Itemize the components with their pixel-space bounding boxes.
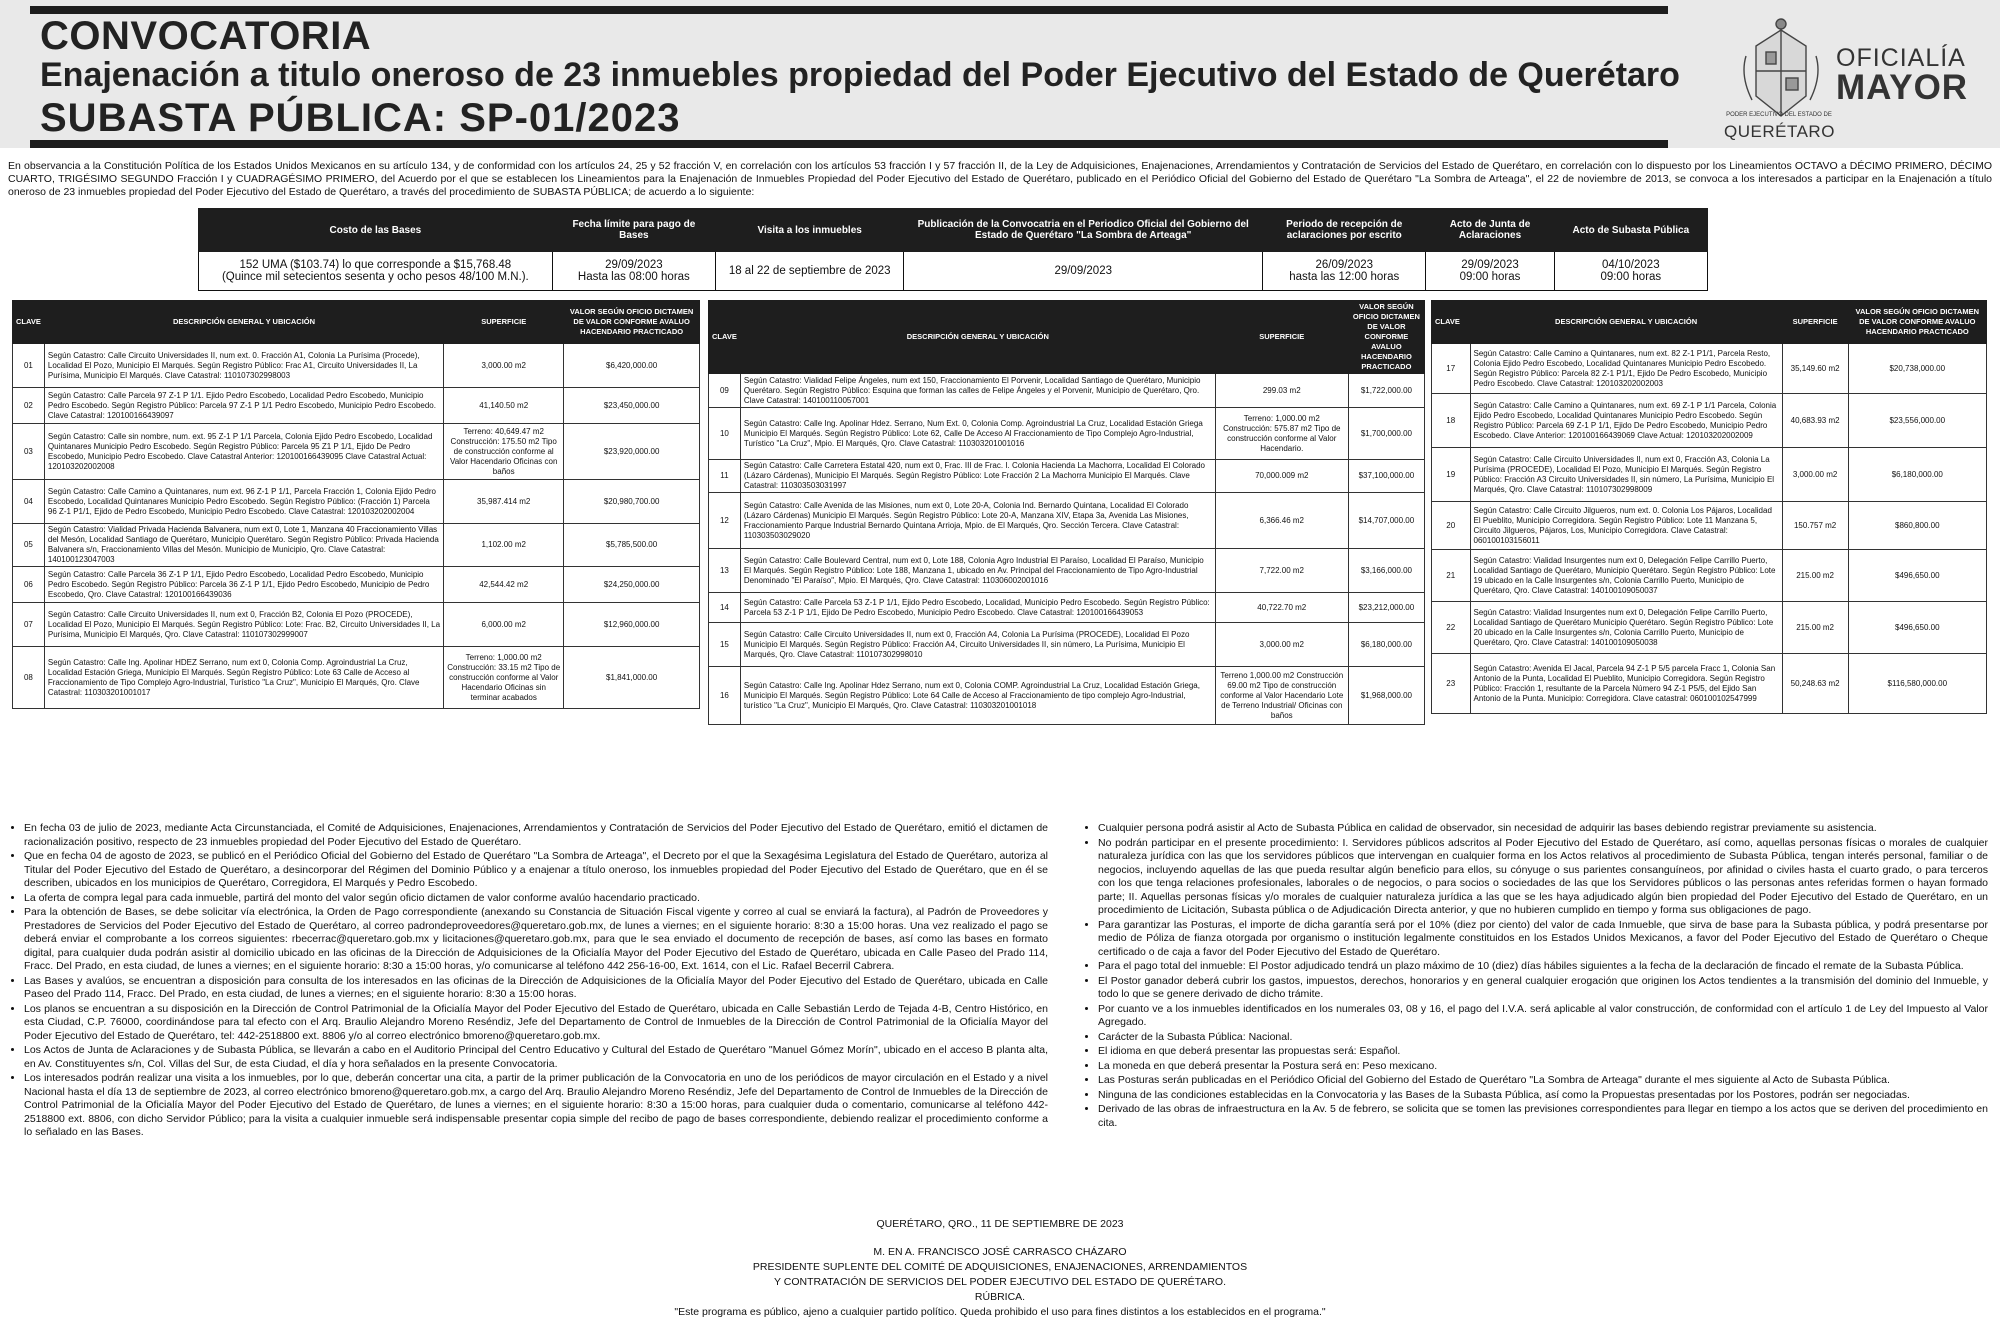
condition-item: • Los planos se encuentran a su disposición en la Dirección de Control Patrimonial de la Oficialía Mayor del Poder Ejecutivo del Estado de Querétaro, ubicada en Calle Sebastián Lerdo de Tejada 4-B, Centro Histórico, en esta Ciudad, C.P. 76000, coordinándose para tal efecto con el Arq. Braulio Alejandro Moreno Reséndiz, Jefe del Departamento de Control de Inmuebles de la Dirección de Control Patrimonial de la Oficialía Mayor del Poder Ejecutivo del Estado de Querétaro, tel: 442-2518800 ext. 8806 y/o al correo electrónico bmoreno@queretaro.gob.mx. [24, 1003, 1048, 1044]
property-row [709, 460, 1425, 493]
calendar-header: Periodo de recepción de aclaraciones por escrito [1263, 209, 1426, 252]
condition-item: • Para la obtención de Bases, se debe solicitar vía electrónica, la Orden de Pago correspondiente (anexando su Constancia de Situación Fiscal vigente y correo al cual se enviará la factura), al Padrón de Proveedores y Prestadores de Servicios del Poder Ejecutivo del Estado de Querétaro, al correo padrondeproveedores@queretaro.gob.mx, de lunes a viernes; en el siguiente horario: 8:30 a 15:00 horas. Una vez realizado el pago se deberá enviar el comprobante a los correos siguientes: rbecerrac@queretaro.gob.mx y licitaciones@queretaro.gob.mx, para que le sea enviado el documento de recepción de bases, así como las bases en formato digital, para cualquier duda podrán asistir al domicilio ubicado en las oficinas de la Dirección de Adquisiciones de la Oficialía Mayor del Poder Ejecutivo del Estado de Querétaro, ubicada en Calle Paseo del Prado 114, Fracc. Del Prado, en esta ciudad, de lunes a viernes; en el siguiente horario: 8:30 a 15:00 horas, y/o comunicarse al teléfono 442 256-16-00, Ext. 1614, con el Lic. Rafael Becerril Cabrera. [24, 906, 1048, 974]
property-row [13, 388, 700, 424]
property-row [1432, 394, 1987, 448]
pay-deadline-cell [552, 252, 715, 291]
property-table-body [1432, 344, 1987, 714]
visit-cell: 18 al 22 de septiembre de 2023 [716, 252, 904, 291]
column-header-valor: VALOR SEGÚN OFICIO DICTAMEN DE VALOR CONFORME AVALUO HACENDARIO PRACTICADO [564, 301, 700, 344]
property-clave: 11 [709, 460, 741, 493]
property-value: $1,968,000.00 [1348, 667, 1424, 725]
calendar-header: Fecha límite para pago de Bases [552, 209, 715, 252]
property-area: 1,102.00 m2 [444, 524, 564, 567]
auction-id: SUBASTA PÚBLICA: SP-01/2023 [40, 96, 681, 140]
property-value: $860,800.00 [1848, 502, 1986, 550]
condition-item: • Carácter de la Subasta Pública: Nacional. [1098, 1031, 1988, 1045]
property-row [709, 593, 1425, 623]
property-description: Según Catastro: Calle Carretera Estatal 420, num ext 0, Frac. III de Frac. I. Colonia Hacienda La Machorra, Localidad El Colorado (Lázaro Cárdenas), Municipio El Marqués. Según Registro Público: Lote Fracción 2 La Machorra Municipio El Marqués. Clave Catastral: 110303503031997 [740, 460, 1215, 493]
conditions-left-list [10, 822, 1048, 1140]
property-value: $1,841,000.00 [564, 647, 700, 709]
property-clave: 10 [709, 408, 741, 460]
doc-subtitle: Enajenación a titulo oneroso de 23 inmuebles propiedad del Poder Ejecutivo del Estado de Querétaro [40, 56, 1680, 94]
column-header-sup: SUPERFICIE [444, 301, 564, 344]
condition-item: • En fecha 03 de julio de 2023, mediante Acta Circunstanciada, el Comité de Adquisiciones, Enajenaciones, Arrendamientos y Contratación de Servicios del Poder Ejecutivo del Estado de Querétaro, emitió el dictamen de racionalización positivo, respecto de 23 inmuebles propiedad del Poder Ejecutivo del Estado de Querétaro. [24, 822, 1048, 849]
property-description: Según Catastro: Calle Avenida de las Misiones, num ext 0, Lote 20-A, Colonia Ind. Bernardo Quintana, Localidad El Colorado (Lázaro Cárdenas) Municipio El Marqués. Según Registro Público: Lote 20-A, Manzana XIV, Etapa 3a, Avenida Las Misiones, Fraccionamiento Parque Industrial Bernardo Quintana Arrioja, Mpio. de El Marqués, Qro. Sección Tercera. Clave Catastral: 110303503029020 [740, 493, 1215, 549]
pay-date: 29/09/2023 [605, 259, 663, 271]
property-area: 41,140.50 m2 [444, 388, 564, 424]
calendar-header: Costo de las Bases [199, 209, 553, 252]
property-area: Terreno: 40,649.47 m2 Construcción: 175.50 m2 Tipo de construcción conforme al Valor Hacendario Oficinas con baños [444, 424, 564, 480]
column-header-valor: VALOR SEGÚN OFICIO DICTAMEN DE VALOR CONFORME AVALUO HACENDARIO PRACTICADO [1348, 301, 1424, 374]
condition-item: • Las Posturas serán publicadas en el Periódico Oficial del Gobierno del Estado de Querétaro "La Sombra de Arteaga" durante el mes siguiente al Acto de Subasta Pública. [1098, 1074, 1988, 1088]
property-area: 215.00 m2 [1782, 550, 1848, 602]
property-description: Según Catastro: Calle Circuito Jilgueros, num ext. 0. Colonia Los Pájaros, Localidad El Pueblito, Municipio Corregidora. Según Registro Público: Lote 11 Manzana 5, Circuito Jilgueros, Pájaros, Los, Municipio Corregidora. Clave Catastral: 060100103156011 [1470, 502, 1782, 550]
calendar-header: Publicación de la Convocatria en el Periodico Oficial del Gobierno del Estado de Querétaro "La Sombra de Arteaga" [904, 209, 1263, 252]
header-top-rule [30, 6, 1668, 14]
property-value: $3,166,000.00 [1348, 549, 1424, 593]
property-table-1 [12, 300, 700, 709]
org-name-line2: MAYOR [1836, 68, 1969, 107]
org-name-line1: OFICIALÍA [1836, 44, 1966, 72]
property-area: 50,248.63 m2 [1782, 654, 1848, 714]
property-value: $14,707,000.00 [1348, 493, 1424, 549]
condition-item: • Para el pago total del inmueble: El Postor adjudicado tendrá un plazo máximo de 10 (diez) días hábiles siguientes a la fecha de la declaración de fincado el remate de la Subasta Pública. [1098, 960, 1988, 974]
property-row [1432, 448, 1987, 502]
property-value: $24,250,000.00 [564, 567, 700, 603]
property-clave: 21 [1432, 550, 1471, 602]
property-value: $496,650.00 [1848, 602, 1986, 654]
column-header-clave: CLAVE [709, 301, 741, 374]
property-area: 70,000.009 m2 [1215, 460, 1348, 493]
property-table-head [1432, 301, 1987, 344]
property-clave: 07 [13, 603, 45, 647]
signer-role-line1: PRESIDENTE SUPLENTE DEL COMITÉ DE ADQUISICIONES, ENAJENACIONES, ARRENDAMIENTOS [752, 1261, 1248, 1273]
calendar-header: Visita a los inmuebles [716, 209, 904, 252]
column-header-desc: DESCRIPCIÓN GENERAL Y UBICACIÓN [44, 301, 443, 344]
property-clave: 18 [1432, 394, 1471, 448]
property-row [1432, 344, 1987, 394]
property-description: Según Catastro: Calle Parcela 53 Z-1 P 1/1, Ejido Pedro Escobedo, Localidad, Municipio Pedro Escobedo. Según Registro Público: Parcela 53 Z-1 P 1/1, Ejido De Pedro Escobedo, Municipio Pedro Escobedo. Clave Catastral: 120100166439053 [740, 593, 1215, 623]
property-clave: 02 [13, 388, 45, 424]
property-value: $6,180,000.00 [1848, 448, 1986, 502]
property-value: $23,212,000.00 [1348, 593, 1424, 623]
property-description: Según Catastro: Calle Ing. Apolinar HDEZ Serrano, num ext 0, Colonia Comp. Agroindustrial La Cruz, Localidad Estación Griega, Municipio El Marqués. Según Registro Público: Lote 63 Calle de Acceso al Fraccionamiento de Tipo Complejo Agro-Industrial, Turístico "La Cruz", Municipio El Marqués, Qro. Clave Catastral: 110303201001017 [44, 647, 443, 709]
property-description: Según Catastro: Calle Camino a Quintanares, num ext. 96 Z-1 P 1/1, Parcela Fracción 1, Colonia Ejido Pedro Escobedo, Localidad Quintanares Municipio Pedro Escobedo. Según Registro Público: (Fracción 1) Parcela 96 Z-1 P1/1, Ejido de Pedro Escobedo, Municipio Pedro Escobedo. Clave Catastral: 120103202002004 [44, 480, 443, 524]
property-area: Terreno: 1,000.00 m2 Construcción: 33.15 m2 Tipo de construcción conforme al Valor Hacendario Oficinas sin terminar acabados [444, 647, 564, 709]
cost-cell [199, 252, 553, 291]
legal-legend: "Este programa es público, ajeno a cualquier partido político. Queda prohibido el uso para fines distintos a los establecidos en el programa." [674, 1306, 1326, 1318]
property-area: 35,149.60 m2 [1782, 344, 1848, 394]
condition-item: • La moneda en que deberá presentar la Postura será en: Peso mexicano. [1098, 1060, 1988, 1074]
property-value: $20,738,000.00 [1848, 344, 1986, 394]
property-row [13, 344, 700, 388]
condition-item: • Cualquier persona podrá asistir al Acto de Subasta Pública en calidad de observador, sin necesidad de adquirir las bases debiendo registrar previamente su asistencia. [1098, 822, 1988, 836]
property-value: $5,785,500.00 [564, 524, 700, 567]
doc-title: CONVOCATORIA [40, 14, 372, 58]
property-clave: 09 [709, 374, 741, 408]
property-row [709, 493, 1425, 549]
signer-role-line2: Y CONTRATACIÓN DE SERVICIOS DEL PODER EJECUTIVO DEL ESTADO DE QUERÉTARO. [774, 1276, 1226, 1288]
property-description: Según Catastro: Vialidad Felipe Ángeles, num ext 150, Fraccionamiento El Porvenir, Localidad Santiago de Querétaro, Municipio Querétaro. Según Registro Público: Esquina que forman las calles de Felipe Ángeles y el Porvenir, Municipio de Querétaro, Qro. Clave Catastral: 140100110057001 [740, 374, 1215, 408]
property-row [709, 374, 1425, 408]
property-value: $20,980,700.00 [564, 480, 700, 524]
junta-time: 09:00 horas [1459, 271, 1521, 283]
property-row [13, 424, 700, 480]
condition-item: • No podrán participar en el presente procedimiento: I. Servidores públicos adscritos al Poder Ejecutivo del Estado de Querétaro, así como, aquellas personas físicas o morales de cualquier naturaleza jurídica con las que los servidores públicos que intervengan en cualquier forma en los Actos relativos al procedimiento de Subasta Pública, tengan interés personal, familiar o de negocios, incluyendo aquellas de las que pueda resultar algún beneficio para ellos, su cónyuge o sus parientes consanguíneos, por afinidad o civiles hasta el cuarto grado, o para terceros con los que tenga relaciones profesionales, laborales o de negocios, o para socios o sociedades de las que los Servidores públicos o las personas antes referidas formen o hayan formado parte; II. Aquellas personas físicas y/o morales de cualquier naturaleza jurídica a las que se les haya adjudicado algún bien propiedad del Poder Ejecutivo del Estado de Querétaro, en un procedimiento de Licitación, Subasta pública o de Adjudicación Directa anterior, y que no hubieren cumplido en tiempo y forma sus obligaciones de pago. [1098, 837, 1988, 918]
junta-date: 29/09/2023 [1461, 259, 1519, 271]
property-description: Según Catastro: Calle Camino a Quintanares, num ext. 69 Z-1 P 1/1 Parcela, Colonia Ejido Pedro Escobedo, Localidad Quintanares Municipio Pedro Escobedo. Según Registro Público: Parcela 69 Z-1 P 1/1, Ejido De Pedro Escobedo, Municipio Pedro Escobedo. Clave Anterior: 120100166439069 Clave Actual: 120103202002009 [1470, 394, 1782, 448]
header-banner [0, 0, 2000, 148]
property-clave: 05 [13, 524, 45, 567]
property-area: 35,987.414 m2 [444, 480, 564, 524]
calendar-header: Acto de Subasta Pública [1554, 209, 1707, 252]
property-row [709, 623, 1425, 667]
subasta-time: 09:00 horas [1600, 271, 1662, 283]
property-value: $496,650.00 [1848, 550, 1986, 602]
property-description: Según Catastro: Vialidad Insurgentes num ext 0, Delegación Felipe Carrillo Puerto, Localidad Santiago de Querétaro, Municipio Querétaro. Según Registro Público: Lote 19 ubicado en la Calle Insurgentes s/n, Colonia Carrillo Puerto, Municipio de Querétaro, Qro. Clave Catastral: 140100109050037 [1470, 550, 1782, 602]
property-description: Según Catastro: Calle Circuito Universidades II, num ext 0, Fracción A3, Colonia La Purísima (PROCEDE), Localidad El Pozo, Municipio El Marqués. Según Registro Público: Fracción A3 Circuito Universidades II, sin número, La Purísima, Municipio El Marqués, Qro. Clave Catastral: 110107302998009 [1470, 448, 1782, 502]
intro-paragraph: En observancia a la Constitución Política de los Estados Unidos Mexicanos en su artículo 134, y de conformidad con los artículos 24, 25 y 52 fracción V, en correlación con los artículos 53 fracción I y 57 fracción II, de la Ley de Adquisiciones, Enajenaciones, Arrendamientos y Contratación de Servicios del Estado de Querétaro, en correlación con lo dispuesto por los Lineamientos OCTAVO a DÉCIMO PRIMERO, DÉCIMO CUARTO, TRIGÉSIMO SEGUNDO Fracción I y CUADRAGÉSIMO PRIMERO, del Acuerdo por el que se establecen los Lineamientos para la Enajenación de Inmuebles Propiedad del Poder Ejecutivo del Estado de Querétaro, publicado en el Periódico Oficial del Gobierno del Estado de Querétaro "La Sombra de Arteaga", el 22 de noviembre de 2013, se convoca a los interesados a participar en la Enajenación a título oneroso de 23 inmuebles propiedad del Poder Ejecutivo del Estado de Querétaro, a través del procedimiento de SUBASTA PÚBLICA; de acuerdo a lo siguiente: [8, 160, 1992, 198]
property-table-3 [1431, 300, 1987, 714]
column-header-sup: SUPERFICIE [1782, 301, 1848, 344]
property-area: 40,722.70 m2 [1215, 593, 1348, 623]
property-table-head [13, 301, 700, 344]
property-clave: 04 [13, 480, 45, 524]
logo-caption-state: QUERÉTARO [1724, 122, 1835, 141]
column-header-valor: VALOR SEGÚN OFICIO DICTAMEN DE VALOR CONFORME AVALUO HACENDARIO PRACTICADO [1848, 301, 1986, 344]
property-description: Según Catastro: Calle Parcela 97 Z-1 P 1/1. Ejido Pedro Escobedo, Localidad Pedro Escobedo, Municipio Pedro Escobedo. Según Registro Público: Parcela 97 Z-1 P 1/1 Pedro Escobedo, Municipio Pedro Escobedo. Clave Catastral: 120100166439097 [44, 388, 443, 424]
property-area: 6,366.46 m2 [1215, 493, 1348, 549]
property-clave: 08 [13, 647, 45, 709]
property-description: Según Catastro: Vialidad Privada Hacienda Balvanera, num ext 0, Lote 1, Manzana 40 Fraccionamiento Villas del Mesón, Localidad Santiago de Querétaro, Municipio Querétaro. Según Registro Público: Privada Hacienda Balvanera s/n, Fraccionamiento Villas del Mesón. Municipio de Municipio, Qro. Clave Catastral: 140100123047003 [44, 524, 443, 567]
property-description: Según Catastro: Calle sin nombre, num. ext. 95 Z-1 P 1/1 Parcela, Colonia Ejido Pedro Escobedo, Localidad Quintanares Municipio Pedro Escobedo. Según Registro Público: Parcela 95 Z1 P 1/1, Ejido De Pedro Escobedo, Municipio Pedro Escobedo. Clave Catastral Anterior: 120100166439095 Clave Catastral Actual: 120103202002008 [44, 424, 443, 480]
property-value: $23,450,000.00 [564, 388, 700, 424]
condition-item: • Ninguna de las condiciones establecidas en la Convocatoria y las Bases de la Subasta Pública, así como la Propuestas presentadas por los Postores, podrán ser negociadas. [1098, 1089, 1988, 1103]
property-row [1432, 654, 1987, 714]
clarification-time: hasta las 12:00 horas [1289, 271, 1400, 283]
property-description: Según Catastro: Calle Circuito Universidades II, num ext 0, Fracción A4, Colonia La Purísima (PROCEDE), Localidad El Pozo Municipio El Marqués. Según Registro Público: Fracción A4, Circuito Universidades II, sin número, La Purísima, Municipio El Marqués, Qro. Clave Catastral: 110107302998010 [740, 623, 1215, 667]
calendar-row [199, 252, 1708, 291]
clarification-date: 26/09/2023 [1315, 259, 1374, 271]
property-row [13, 603, 700, 647]
rubrica: RÚBRICA. [974, 1291, 1026, 1303]
property-clave: 19 [1432, 448, 1471, 502]
property-table-body [709, 374, 1425, 725]
property-value: $37,100,000.00 [1348, 460, 1424, 493]
property-clave: 20 [1432, 502, 1471, 550]
property-value: $1,700,000.00 [1348, 408, 1424, 460]
property-row [13, 567, 700, 603]
property-clave: 23 [1432, 654, 1471, 714]
property-description: Según Catastro: Calle Camino a Quintanares, num ext. 82 Z-1 P1/1, Parcela Resto, Colonia Ejido Pedro Escobedo, Localidad Quintanares Municipio Pedro Escobedo. Según Registro Público: Parcela 82 Z-1 P1/1, Ejido De Pedro Escobedo, Municipio Pedro Escobedo. Clave Catastral: 120103202002003 [1470, 344, 1782, 394]
property-table-head [709, 301, 1425, 374]
column-header-sup: SUPERFICIE [1215, 301, 1348, 374]
calendar-header-row [199, 209, 1708, 252]
property-clave: 14 [709, 593, 741, 623]
property-header-row [13, 301, 700, 344]
condition-item: • Las Bases y avalúos, se encuentran a disposición para consulta de los interesados en las oficinas de la Dirección de Adquisiciones de la Oficialía Mayor del Poder Ejecutivo del Estado de Querétaro, ubicada en Calle Paseo del Prado 114, Fracc. Del Prado, en esta ciudad, de lunes a viernes; en el siguiente horario: 8:30 a 15:00 horas. [24, 975, 1048, 1002]
property-row [709, 549, 1425, 593]
property-value: $23,556,000.00 [1848, 394, 1986, 448]
property-area: Terreno 1,000.00 m2 Construcción 69.00 m2 Tipo de construcción conforme al Valor Hacendario Lote de Terreno Industrial/ Oficinas con baños [1215, 667, 1348, 725]
property-clave: 06 [13, 567, 45, 603]
property-area: 3,000.00 m2 [1215, 623, 1348, 667]
cost-line: 152 UMA ($103.74) lo que corresponde a $15,768.48 [239, 259, 512, 271]
property-area: 215.00 m2 [1782, 602, 1848, 654]
condition-item: • Derivado de las obras de infraestructura en la Av. 5 de febrero, se solicita que se tomen las previsiones correspondientes para llegar en tiempo a los actos que se deriven del procedimiento en cita. [1098, 1103, 1988, 1130]
property-value: $12,960,000.00 [564, 603, 700, 647]
property-clave: 12 [709, 493, 741, 549]
header-bottom-rule [30, 140, 1668, 148]
property-area: 40,683.93 m2 [1782, 394, 1848, 448]
calendar-header: Acto de Junta de Aclaraciones [1426, 209, 1554, 252]
property-area: Terreno: 1,000.00 m2 Construcción: 575.87 m2 Tipo de construcción conforme al Valor Hacendario. [1215, 408, 1348, 460]
property-table-body [13, 344, 700, 709]
property-header-row [709, 301, 1425, 374]
property-row [13, 480, 700, 524]
property-description: Según Catastro: Calle Boulevard Central, num ext 0, Lote 188, Colonia Agro Industrial El Paraíso, Localidad El Paraíso, Municipio El Marqués. Según Registro Público: Lote 188, Manzana 1, ubicado en Av. Principal del Fraccionamiento de Tipo Agro-Industrial Denominado "El Paraíso", Mpio. El Marqués, Qro. Clave Catastral: 110306002001016 [740, 549, 1215, 593]
property-clave: 13 [709, 549, 741, 593]
property-clave: 03 [13, 424, 45, 480]
subasta-date: 04/10/2023 [1602, 259, 1660, 271]
property-area: 42,544.42 m2 [444, 567, 564, 603]
property-row [1432, 602, 1987, 654]
condition-item: • Para garantizar las Posturas, el importe de dicha garantía será por el 10% (diez por ciento) del valor de cada Inmueble, que sirva de base para la Subasta pública, y podrá presentarse por medio de Póliza de fianza otorgada por organismo o institución legalmente constituidos en los Estados Unidos Mexicanos, a favor del Poder Ejecutivo del Estado de Querétaro o Cheque certificado o de caja a favor del Poder Ejecutivo del Estado de Querétaro. [1098, 919, 1988, 960]
condition-item: • Por cuanto ve a los inmuebles identificados en los numerales 03, 08 y 16, el pago del I.V.A. será aplicable al valor construcción, de conformidad con el artículo 1 de Ley del Impuesto al Valor Agregado. [1098, 1003, 1988, 1030]
column-header-clave: CLAVE [1432, 301, 1471, 344]
condition-item: • Los Actos de Junta de Aclaraciones y de Subasta Pública, se llevarán a cabo en el Auditorio Principal del Centro Educativo y Cultural del Estado de Querétaro "Manuel Gómez Morín", ubicado en el acceso B planta alta, en Av. Constituyentes s/n, Col. Villas del Sur, de esta Ciudad, el día y hora señalados en la presente Convocatoria. [24, 1044, 1048, 1071]
property-description: Según Catastro: Calle Parcela 36 Z-1 P 1/1, Ejido Pedro Escobedo, Localidad Pedro Escobedo, Municipio Pedro Escobedo. Según Registro Público: Parcela 36 Z-1 P 1/1, Ejido Pedro Escobedo, Municipio de Pedro Escobedo, Qro. Clave Catastral: 120100166439036 [44, 567, 443, 603]
conditions-right-list [1084, 822, 1988, 1130]
property-clave: 16 [709, 667, 741, 725]
property-row [1432, 550, 1987, 602]
property-value: $6,420,000.00 [564, 344, 700, 388]
place-date: QUERÉTARO, QRO., 11 DE SEPTIEMBRE DE 2023 [876, 1218, 1124, 1230]
property-area: 3,000.00 m2 [444, 344, 564, 388]
property-row [13, 524, 700, 567]
property-row [13, 647, 700, 709]
calendar-table [198, 208, 1708, 291]
subasta-cell [1554, 252, 1707, 291]
junta-cell [1426, 252, 1554, 291]
column-header-clave: CLAVE [13, 301, 45, 344]
signer-name: M. EN A. FRANCISCO JOSÉ CARRASCO CHÁZARO [873, 1246, 1127, 1258]
property-value: $23,920,000.00 [564, 424, 700, 480]
property-area: 299.03 m2 [1215, 374, 1348, 408]
condition-item: • El idioma en que deberá presentar las propuestas será: Español. [1098, 1045, 1988, 1059]
property-clave: 17 [1432, 344, 1471, 394]
property-clave: 01 [13, 344, 45, 388]
property-description: Según Catastro: Vialidad Insurgentes num ext 0, Delegación Felipe Carrillo Puerto, Localidad Santiago de Querétaro Municipio Querétaro. Según Registro Público: Lote 20 ubicado en la Calle Insurgentes s/n, Colonia Carrillo Puerto, Municipio de Querétaro, Qro. Clave Catastral: 140100109050038 [1470, 602, 1782, 654]
condition-item: • Los interesados podrán realizar una visita a los inmuebles, por lo que, deberán concertar una cita, a partir de la primer publicación de la Convocatoria en uno de los periódicos de mayor circulación en el Estado y a nivel Nacional hasta el día 13 de septiembre de 2023, al correo electrónico bmoreno@queretaro.gob.mx, a cargo del Arq. Braulio Alejandro Moreno Reséndiz, Jefe del Departamento de Control de Inmuebles de la Dirección de Control Patrimonial de la Oficialía Mayor del Poder Ejecutivo del Estado de Querétaro, de lunes a viernes; en el siguiente horario: 8:30 a 15:00 horas, para cualquier duda o comentario, comunicarse al teléfono 442-2518800 ext. 8806, con dicho Servidor Público; para la visita a cualquier inmueble será indispensable presentar copia simple del recibo de pago de bases correspondiente, debiendo realizar el procedimiento conforme a lo señalado en las Bases. [24, 1072, 1048, 1140]
property-value: $6,180,000.00 [1348, 623, 1424, 667]
property-table-2 [708, 300, 1425, 725]
property-clave: 22 [1432, 602, 1471, 654]
conditions-right-column [1084, 822, 1988, 1131]
condition-item: • El Postor ganador deberá cubrir los gastos, impuestos, derechos, honorarios y en general cualquier erogación que originen los Actos tendientes a la transmisión del dominio del Inmueble, y todo lo que se genere derivado de dicho trámite. [1098, 975, 1988, 1002]
clarification-cell [1263, 252, 1426, 291]
conditions-left-column [10, 822, 1048, 1141]
property-value: $116,580,000.00 [1848, 654, 1986, 714]
logo-caption-small: PODER EJECUTIVO DEL ESTADO DE [1726, 112, 1832, 118]
property-area: 6,000.00 m2 [444, 603, 564, 647]
property-row [1432, 502, 1987, 550]
property-area: 7,722.00 m2 [1215, 549, 1348, 593]
publication-cell: 29/09/2023 [904, 252, 1263, 291]
condition-item: • La oferta de compra legal para cada inmueble, partirá del monto del valor según oficio dictamen de valor conforme avalúo hacendario practicado. [24, 892, 1048, 906]
column-header-desc: DESCRIPCIÓN GENERAL Y UBICACIÓN [740, 301, 1215, 374]
property-description: Según Catastro: Calle Circuito Universidades II, num ext 0, Fracción B2, Colonia El Pozo (PROCEDE), Localidad El Pozo, Municipio El Marqués. Según Registro Público: Lote: Frac. B2, Circuito Universidades II, La Purísima, Municipio El Marqués, Qro. Clave Catastral: 110107302999007 [44, 603, 443, 647]
property-value: $1,722,000.00 [1348, 374, 1424, 408]
property-row [709, 408, 1425, 460]
property-header-row [1432, 301, 1987, 344]
property-clave: 15 [709, 623, 741, 667]
property-description: Según Catastro: Calle Ing. Apolinar Hdez. Serrano, Num Ext. 0, Colonia Comp. Agroindustrial La Cruz, Localidad Estación Griega Municipio El Marqués. Según Registro Público: Lote 62, Calle De Acceso Al Fraccionamiento de Tipo Complejo Agro-Industrial, Turístico "La Cruz", Mpio. El Marqués, Qro. Clave Catastral: 110303201001016 [740, 408, 1215, 460]
cost-line: (Quince mil setecientos sesenta y ocho pesos 48/100 M.N.). [221, 271, 529, 283]
property-area: 150.757 m2 [1782, 502, 1848, 550]
column-header-desc: DESCRIPCIÓN GENERAL Y UBICACIÓN [1470, 301, 1782, 344]
property-row [709, 667, 1425, 725]
property-description: Según Catastro: Calle Circuito Universidades II, num ext. 0. Fracción A1, Colonia La Purísima (Procede), Localidad El Pozo, Municipio El Marqués. Según Registro Público: Frac A1, Circuito Universidades II, La Purísima, Municipio El Marqués. Clave Catastral: 110107302998003 [44, 344, 443, 388]
property-description: Según Catastro: Avenida El Jacal, Parcela 94 Z-1 P 5/5 parcela Fracc 1, Colonia San Antonio de la Punta, Localidad El Pueblito, Municipio Corregidora. Según Registro Público: Fracción 1, resultante de la Parcela Número 94 Z-1 P5/5, del Ejido San Antonio de la Punta. Municipio: Corregidora. Clave catastral: 060100102547999 [1470, 654, 1782, 714]
pay-time: Hasta las 08:00 horas [577, 271, 690, 283]
property-area: 3,000.00 m2 [1782, 448, 1848, 502]
property-description: Según Catastro: Calle Ing. Apolinar Hdez Serrano, num ext 0, Colonia COMP. Agroindustrial La Cruz, Localidad Estación Griega, Municipio El Marqués. Según Registro Público: Lote 64 Calle de Acceso al Fraccionamiento de tipo complejo Agro-Industrial, turístico "La Cruz", Municipio El Marqués, Qro. Clave Catastral: 110303201001018 [740, 667, 1215, 725]
condition-item: • Que en fecha 04 de agosto de 2023, se publicó en el Periódico Oficial del Gobierno del Estado de Querétaro "La Sombra de Arteaga", el Decreto por el que la Sexagésima Legislatura del Estado de Querétaro, autoriza al Titular del Poder Ejecutivo del Estado de Querétaro, a desincorporar del Régimen del Dominio Público y a enajenar a título oneroso, los inmuebles propiedad del Poder Ejecutivo del Estado de Querétaro, que en él se describen, ubicados en los municipios de Querétaro, Corregidora, El Marqués y Pedro Escobedo. [24, 850, 1048, 891]
